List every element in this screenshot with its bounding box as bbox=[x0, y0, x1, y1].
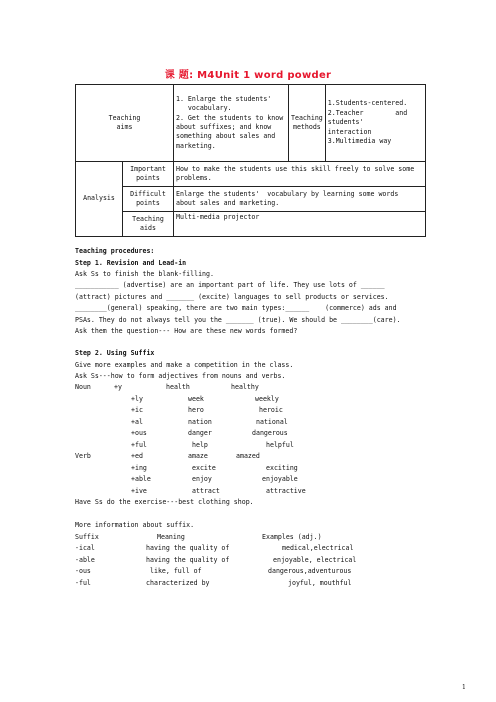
base-word-cell: health bbox=[166, 383, 190, 391]
important-points-text: How to make the students use this skill freely to solve some problems. bbox=[174, 162, 426, 187]
result-word-cell: healthy bbox=[231, 383, 259, 391]
teaching-aids-row bbox=[76, 212, 426, 237]
base-word-cell: danger bbox=[188, 429, 212, 437]
suffix-cell: +ic bbox=[131, 406, 143, 414]
suffix-cell: +ous bbox=[131, 429, 147, 437]
teaching-methods-text: 1.Students-centered. 2.Teacher and students' interaction 3.Multimedia way bbox=[325, 85, 425, 162]
analysis-label: Analysis bbox=[76, 162, 123, 237]
result-word-cell: amazed bbox=[236, 452, 260, 460]
important-points-row bbox=[76, 162, 426, 187]
result-word-cell: heroic bbox=[259, 406, 283, 414]
base-word-cell: hero bbox=[188, 406, 204, 414]
suffix-cell: -ous bbox=[75, 567, 91, 575]
suffix-cell: +ive bbox=[131, 487, 147, 495]
suffix-cell: +ful bbox=[131, 441, 147, 449]
meaning-cell: characterized by bbox=[146, 579, 210, 587]
step2-line: Give more examples and make a competition in the class. bbox=[75, 361, 294, 369]
step1-line: ________(general) speaking, there are two main types:______ (commerce) ads and bbox=[75, 304, 397, 312]
suffix-cell: -able bbox=[75, 556, 95, 564]
base-word-cell: week bbox=[188, 395, 204, 403]
suffix-cell: +ed bbox=[131, 452, 143, 460]
suffix-cell: +able bbox=[131, 475, 151, 483]
step2-line: Ask Ss---how to form adjectives from nouns and verbs. bbox=[75, 372, 286, 380]
difficult-points-text: Enlarge the students' vocabulary by learning some words about sales and marketing. bbox=[174, 187, 426, 212]
page-number: 1 bbox=[462, 684, 466, 691]
aims-row bbox=[76, 85, 426, 162]
base-word-cell: amaze bbox=[188, 452, 208, 460]
important-points-label: Important points bbox=[123, 162, 174, 187]
noun-label: Noun bbox=[75, 383, 91, 391]
suffix-info-intro: More information about suffix. bbox=[75, 521, 195, 529]
examples-cell: enjoyable, electrical bbox=[273, 556, 357, 564]
teaching-aims-text: 1. Enlarge the students' vocabulary. 2. Get the students to know about suffixes; and know something about sales and marketing. bbox=[174, 85, 289, 162]
meaning-header: Meaning bbox=[157, 533, 185, 541]
meaning-cell: like, full of bbox=[150, 567, 202, 575]
suffix-cell: -ical bbox=[75, 544, 95, 552]
difficult-points-row bbox=[76, 187, 426, 212]
result-word-cell: dangerous bbox=[252, 429, 288, 437]
lesson-title: 课 题: M4Unit 1 word powder bbox=[164, 70, 332, 81]
base-word-cell: excite bbox=[192, 464, 216, 472]
teaching-aids-text: Multi-media projector bbox=[174, 212, 426, 237]
step1-line: Ask them the question--- How are these new words formed? bbox=[75, 327, 298, 335]
examples-header: Examples (adj.) bbox=[262, 533, 322, 541]
result-word-cell: weekly bbox=[255, 395, 279, 403]
verb-label: Verb bbox=[75, 452, 91, 460]
result-word-cell: national bbox=[256, 418, 288, 426]
teaching-aims-label: Teaching aims bbox=[76, 85, 174, 162]
examples-cell: dangerous,adventurous bbox=[268, 567, 352, 575]
suffix-cell: -ful bbox=[75, 579, 91, 587]
base-word-cell: enjoy bbox=[192, 475, 212, 483]
result-word-cell: exciting bbox=[266, 464, 298, 472]
result-word-cell: enjoyable bbox=[262, 475, 298, 483]
step1-line: PSAs. They do not always tell you the _______ (true). We should be ________(care). bbox=[75, 316, 401, 324]
teaching-methods-label: Teaching methods bbox=[289, 85, 326, 162]
step1-line: (attract) pictures and _______ (excite) languages to sell products or services. bbox=[75, 293, 389, 301]
result-word-cell: attractive bbox=[266, 487, 306, 495]
base-word-cell: nation bbox=[188, 418, 212, 426]
examples-cell: medical,electrical bbox=[282, 544, 354, 552]
difficult-points-label: Difficult points bbox=[123, 187, 174, 212]
meaning-cell: having the quality of bbox=[146, 544, 230, 552]
suffix-cell: +al bbox=[131, 418, 143, 426]
suffix-header: Suffix bbox=[75, 533, 99, 541]
step1-heading: Step 1. Revision and Lead-in bbox=[75, 259, 187, 267]
step1-line: Ask Ss to finish the blank-filling. bbox=[75, 270, 214, 278]
suffix-cell: +ing bbox=[131, 464, 147, 472]
base-word-cell: attract bbox=[192, 487, 220, 495]
result-word-cell: helpful bbox=[266, 441, 294, 449]
step2-heading: Step 2. Using Suffix bbox=[75, 349, 155, 357]
step1-line: ___________ (advertise) are an important part of life. They use lots of ______ bbox=[75, 281, 385, 289]
base-word-cell: help bbox=[192, 441, 208, 449]
meaning-cell: having the quality of bbox=[146, 556, 230, 564]
exercise-line: Have Ss do the exercise---best clothing shop. bbox=[75, 498, 254, 506]
suffix-cell: +ly bbox=[131, 395, 143, 403]
procedures-heading: Teaching procedures: bbox=[75, 247, 155, 255]
lesson-info-table bbox=[75, 84, 426, 237]
suffix-cell: +y bbox=[114, 383, 122, 391]
teaching-aids-label: Teaching aids bbox=[123, 212, 174, 237]
examples-cell: joyful, mouthful bbox=[288, 579, 352, 587]
